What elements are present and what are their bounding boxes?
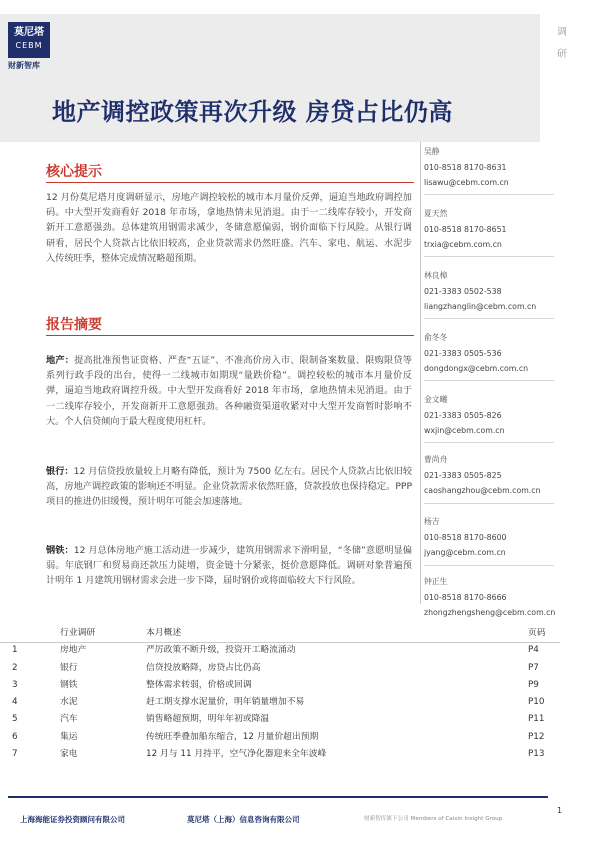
analyst-email[interactable]: caoshangzhou@cebm.com.cn bbox=[424, 486, 541, 495]
summary-item-steel bbox=[46, 543, 412, 589]
row-industry: 房地产 bbox=[60, 645, 87, 656]
analyst-email[interactable]: lisawu@cebm.com.cn bbox=[424, 178, 509, 187]
column-header-page: 页码 bbox=[528, 628, 546, 638]
analyst-email[interactable]: liangzhanglin@cebm.com.cn bbox=[424, 302, 537, 311]
summary-item-realestate bbox=[46, 353, 412, 429]
company-logo bbox=[8, 22, 50, 58]
row-page[interactable]: P11 bbox=[528, 714, 545, 725]
key-points-heading: 核心提示 bbox=[46, 164, 102, 180]
row-summary: 12 月与 11 月持平，空气净化器迎来全年波峰 bbox=[146, 749, 327, 760]
analyst-name: 俞冬冬 bbox=[424, 333, 448, 342]
row-page[interactable]: P13 bbox=[528, 749, 545, 760]
footer-company-left: 上海海能证券投资顾问有限公司 bbox=[20, 815, 125, 824]
analyst-divider bbox=[424, 565, 554, 566]
section-divider bbox=[46, 335, 414, 336]
analyst-divider bbox=[424, 318, 554, 319]
table-row[interactable] bbox=[8, 660, 568, 677]
analyst-phone: 021-3383 0505-826 bbox=[424, 410, 502, 420]
row-summary: 严厉政策不断升级，投资开工略流涌动 bbox=[146, 645, 296, 656]
analyst-email[interactable]: zhongzhengsheng@cebm.com.cn bbox=[424, 608, 556, 617]
row-number: 3 bbox=[12, 679, 18, 690]
row-page[interactable]: P4 bbox=[528, 645, 539, 656]
analyst-name: 曹尚舟 bbox=[424, 455, 448, 464]
analyst-divider bbox=[424, 442, 554, 443]
row-summary: 销售略超预期，明年年初或降温 bbox=[146, 714, 270, 725]
logo-en-text: CEBM bbox=[15, 41, 43, 50]
section-divider bbox=[46, 182, 414, 183]
analyst-name: 金文曦 bbox=[424, 395, 448, 404]
analyst-phone: 021-3383 0505-825 bbox=[424, 470, 502, 480]
row-summary: 整体需求转弱，价格或回调 bbox=[146, 679, 252, 690]
row-summary: 信贷投放略降，房贷占比仍高 bbox=[146, 662, 261, 673]
column-header-summary: 本月概述 bbox=[146, 628, 182, 638]
analyst-card bbox=[424, 514, 584, 561]
analyst-email[interactable]: wxjin@cebm.com.cn bbox=[424, 426, 505, 435]
row-number: 7 bbox=[12, 749, 18, 760]
column-divider bbox=[420, 142, 421, 604]
row-number: 2 bbox=[12, 662, 18, 673]
row-industry: 集运 bbox=[60, 731, 78, 742]
row-summary: 赶工期支撑水泥量价，明年销量增加不易 bbox=[146, 697, 305, 708]
summary-heading: 报告摘要 bbox=[46, 317, 102, 333]
analyst-divider bbox=[424, 256, 554, 257]
row-summary: 传统旺季叠加船东缩合，12 月量价超出预期 bbox=[146, 731, 319, 742]
summary-item-label: 银行： bbox=[46, 466, 74, 477]
header-band bbox=[0, 14, 540, 74]
footer-group-note: 财新智库旗下公司 Members of Caixin Insight Group bbox=[364, 816, 503, 822]
analyst-phone: 010-8518 8170-8631 bbox=[424, 162, 507, 172]
row-industry: 钢铁 bbox=[60, 679, 78, 690]
analyst-name: 吴静 bbox=[424, 147, 440, 156]
analyst-card bbox=[424, 574, 584, 621]
row-industry: 汽车 bbox=[60, 714, 78, 725]
summary-item-text: 提高批准预售证资格、严查“五证”、不准高价房入市、限制备案数量、限购限贷等系列行政手段的出台，使得一二线城市如期现“量跌价稳”。调控较松的城市本月量价反弹，逼迫当地政府调控升级。中大型开发商看好 2018 年市场，拿地热情未见消退。由于一二线库存较小，开发商新开工意愿强劲。各种融资渠道收紧对中大型开发商暂时影响不大。个人信贷倾向于最大程度使用杠杆。 bbox=[46, 355, 412, 427]
table-row[interactable] bbox=[8, 642, 568, 659]
analyst-name: 杨吉 bbox=[424, 517, 440, 526]
logo-sub-text: 财新智库 bbox=[8, 61, 40, 70]
analyst-card bbox=[424, 330, 584, 377]
table-row[interactable] bbox=[8, 729, 568, 746]
analyst-phone: 021-3383 0502-538 bbox=[424, 286, 502, 296]
page-number: 1 bbox=[557, 806, 563, 815]
report-type-char: 调 bbox=[557, 27, 567, 38]
analyst-name: 林良樟 bbox=[424, 271, 448, 280]
analyst-divider bbox=[424, 194, 554, 195]
table-row[interactable] bbox=[8, 694, 568, 711]
analyst-name: 钟正生 bbox=[424, 577, 448, 586]
industry-toc-table bbox=[8, 625, 568, 763]
footer-divider bbox=[8, 796, 548, 798]
analyst-card bbox=[424, 268, 584, 315]
table-header-row bbox=[8, 625, 568, 642]
table-row[interactable] bbox=[8, 677, 568, 694]
summary-item-text: 12 月信贷投放量较上月略有降低，预计为 7500 亿左右。居民个人贷款占比依旧较高，房地产调控政策的影响还不明显。企业贷款需求依然旺盛，贷款投放也保持稳定。PPP 项目的推进仍旧缓慢，预计明年可能会加速落地。 bbox=[46, 466, 413, 508]
analyst-card bbox=[424, 206, 584, 253]
analyst-divider bbox=[424, 503, 554, 504]
analyst-card bbox=[424, 144, 584, 191]
row-number: 6 bbox=[12, 731, 18, 742]
analyst-phone: 010-8518 8170-8651 bbox=[424, 224, 507, 234]
row-page[interactable]: P7 bbox=[528, 662, 539, 673]
page-title: 地产调控政策再次升级 房贷占比仍高 bbox=[52, 98, 453, 126]
analyst-email[interactable]: jyang@cebm.com.cn bbox=[424, 548, 506, 557]
report-type-char: 研 bbox=[557, 49, 567, 60]
summary-item-bank bbox=[46, 464, 412, 510]
table-row[interactable] bbox=[8, 711, 568, 728]
logo-main-text: 莫尼塔 bbox=[14, 27, 44, 38]
key-points-text: 12 月份莫尼塔月度调研显示，房地产调控较松的城市本月量价反弹，逼迫当地政府调控加码。中大型开发商看好 2018 年市场，拿地热情未见消退。由于一二线库存较小，开发商新开工意愿强劲。总体建筑用钢需求减少，冬储意愿偏弱，钢价面临下行风险。从银行调研看，居民个人贷款占比依旧较高，企业贷款需求仍然旺盛。汽车、家电、航运、水泥步入传统旺季，整体完成情况略超预期。 bbox=[46, 192, 412, 264]
row-industry: 家电 bbox=[60, 749, 78, 760]
row-industry: 水泥 bbox=[60, 697, 78, 708]
summary-item-label: 地产： bbox=[46, 355, 75, 366]
row-industry: 银行 bbox=[60, 662, 78, 673]
analyst-phone: 021-3383 0505-536 bbox=[424, 348, 502, 358]
analyst-phone: 010-8518 8170-8666 bbox=[424, 592, 507, 602]
summary-item-label: 钢铁： bbox=[46, 545, 74, 556]
analyst-phone: 010-8518 8170-8600 bbox=[424, 532, 507, 542]
column-header-industry: 行业调研 bbox=[60, 628, 96, 638]
row-number: 5 bbox=[12, 714, 18, 725]
table-row[interactable] bbox=[8, 746, 568, 763]
analyst-divider bbox=[424, 380, 554, 381]
footer-company-middle: 莫尼塔（上海）信息咨询有限公司 bbox=[187, 815, 300, 824]
analyst-name: 夏天然 bbox=[424, 209, 448, 218]
analyst-card bbox=[424, 392, 584, 439]
report-type-tag bbox=[556, 22, 568, 66]
analyst-email[interactable]: trxia@cebm.com.cn bbox=[424, 240, 502, 249]
row-page[interactable]: P9 bbox=[528, 679, 539, 690]
row-number: 4 bbox=[12, 697, 18, 708]
row-page[interactable]: P10 bbox=[528, 697, 545, 708]
analyst-email[interactable]: dongdongx@cebm.com.cn bbox=[424, 364, 529, 373]
analyst-card bbox=[424, 452, 584, 499]
row-number: 1 bbox=[12, 645, 18, 656]
summary-item-text: 12 月总体房地产施工活动进一步减少，建筑用钢需求下滑明显，“冬储”意愿明显偏弱。年底钢厂和贸易商还款压力陡增，资金链十分紧张，挺价意愿降低。调研对象普遍预计明年 1 月建筑用钢材需求会进一步下降，届时钢价或将面临较大下行风险。 bbox=[46, 545, 412, 587]
row-page[interactable]: P12 bbox=[528, 731, 545, 742]
